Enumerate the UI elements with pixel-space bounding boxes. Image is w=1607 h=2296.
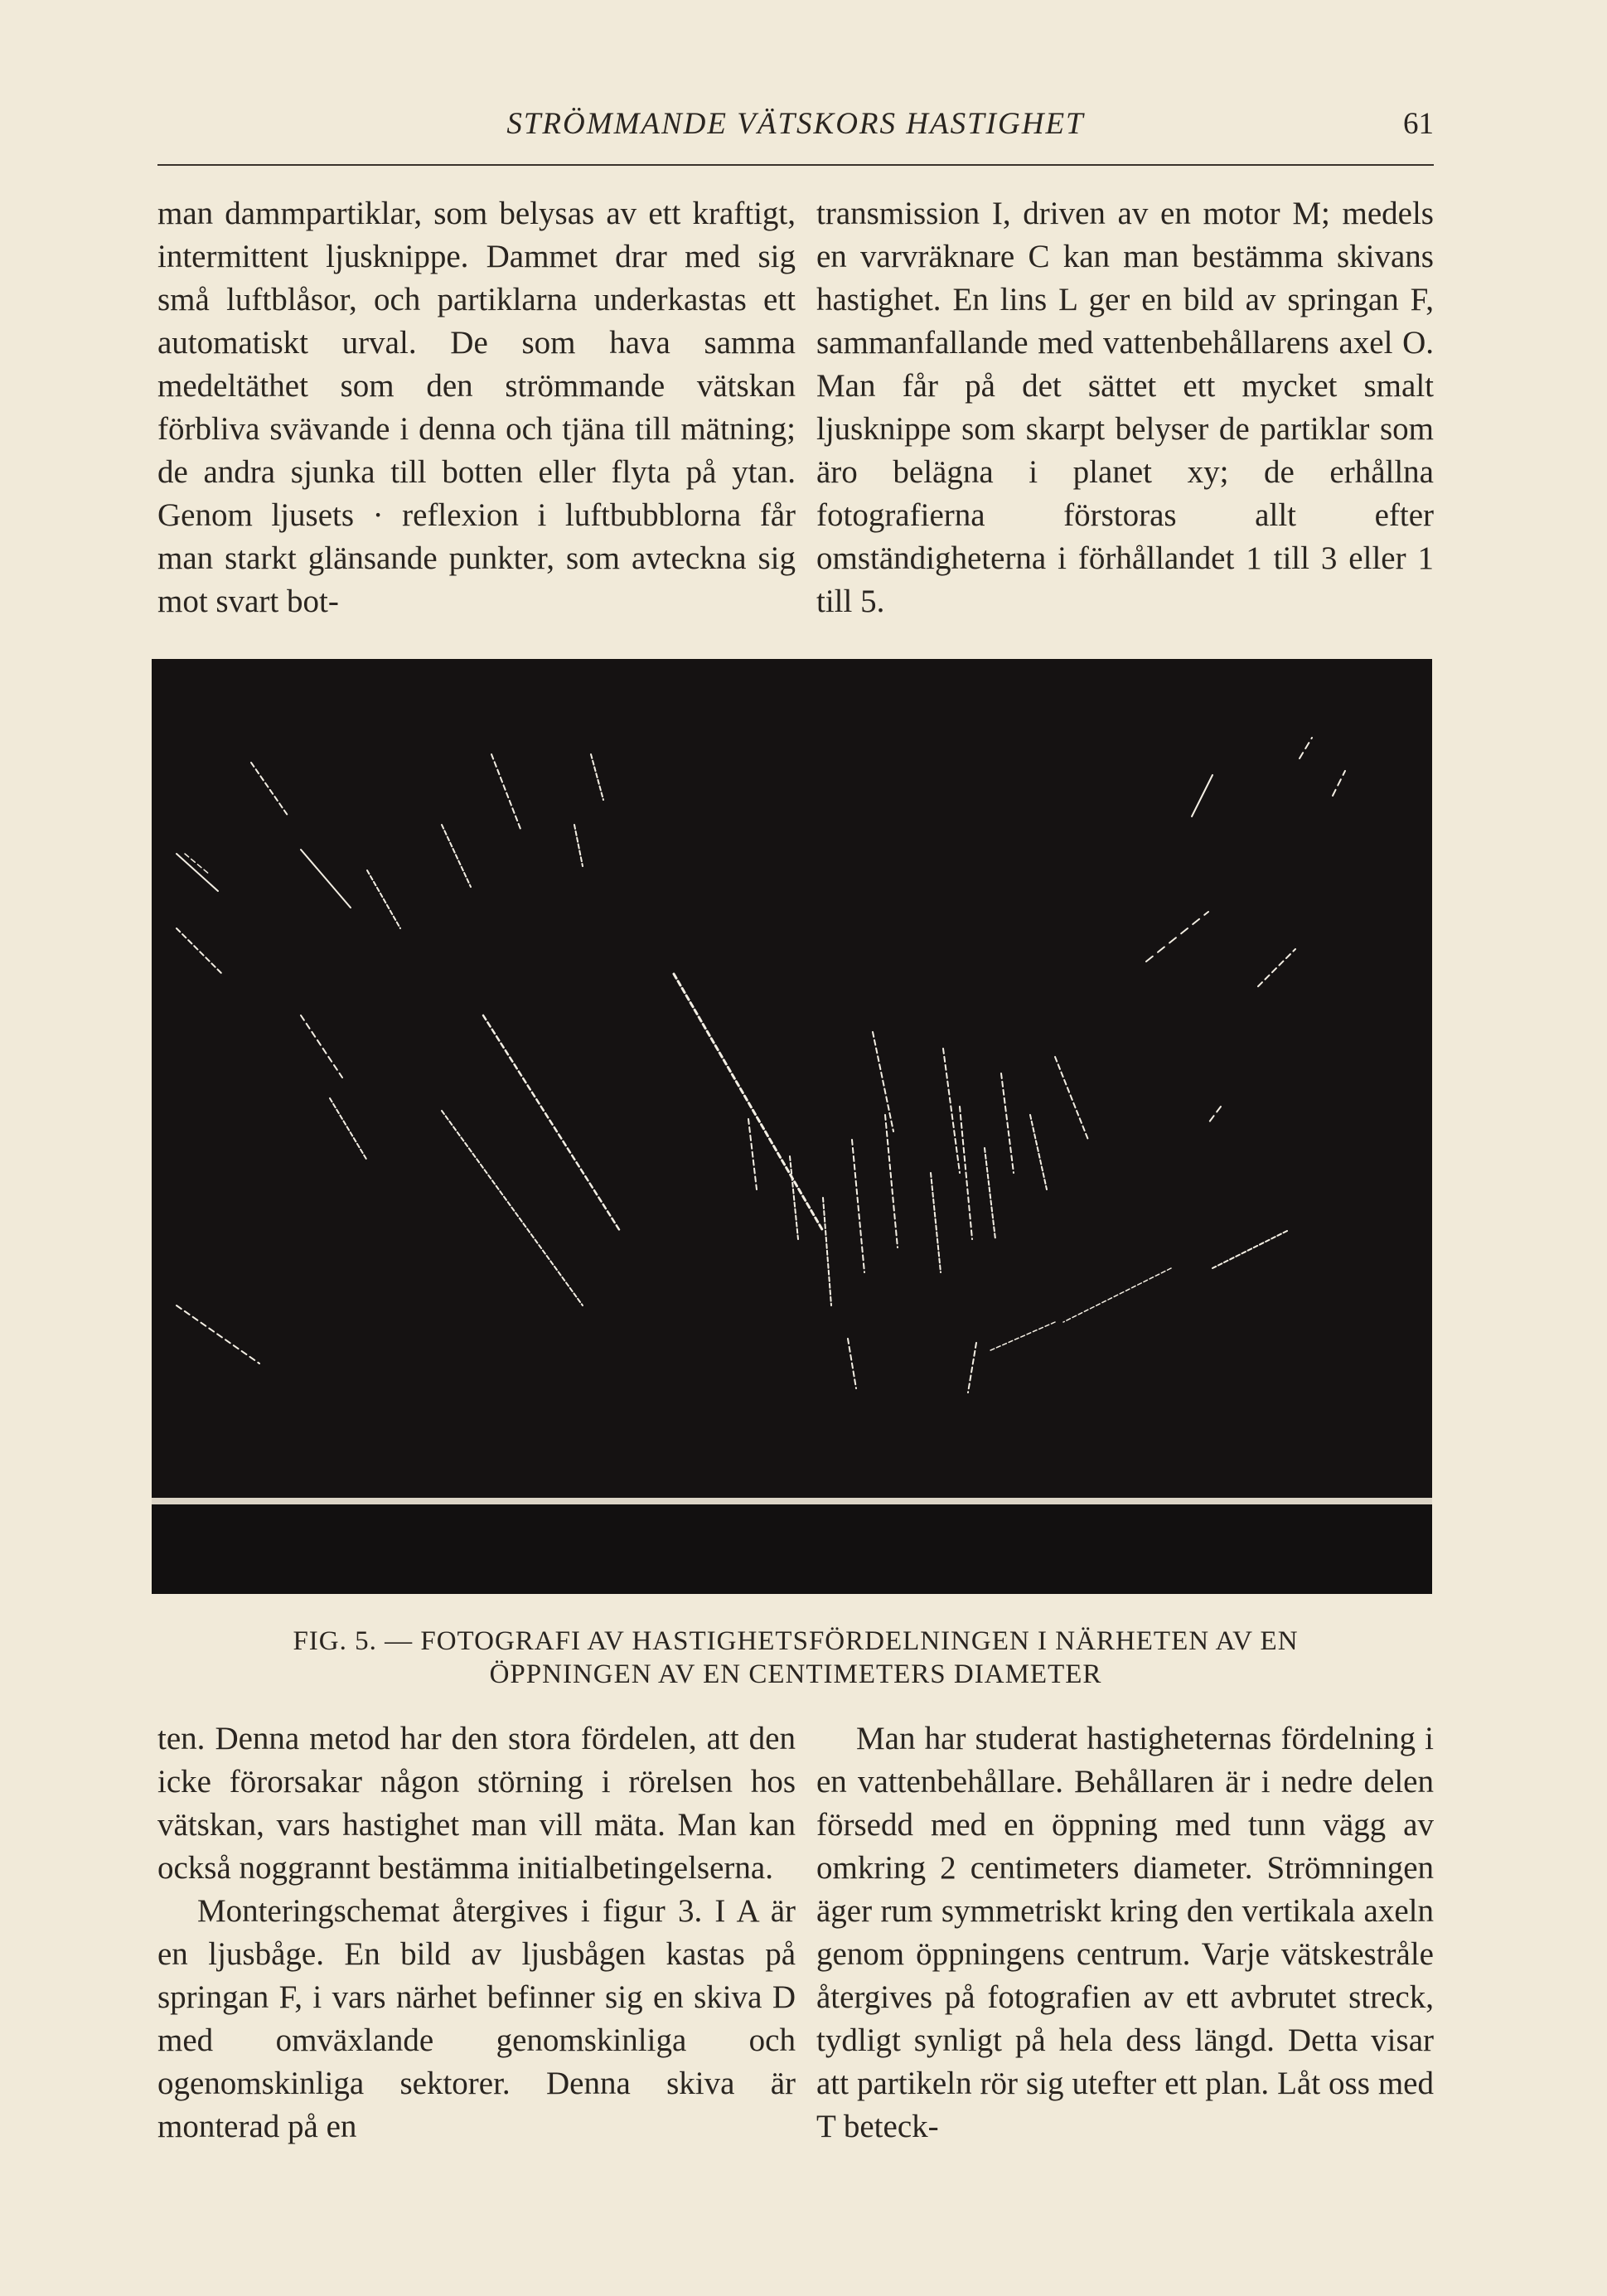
paragraph-bottom-right-1: Man har studerat hastigheternas fördelning i en vattenbehållare. Behållaren är i nedre delen försedd med en öppning med tunn vägg av omkring 2 centimeters diameter. Strömningen äger rum symmetriskt kring den vertikala axeln genom öppningens centrum. Varje vätskestråle återgives på fotografien av ett avbrutet streck, tydligt synligt på hela dess längd. Detta visar att partikeln rör sig utefter ett plan. Låt oss med T beteck- [816, 1721, 1434, 2144]
streak-photo [152, 659, 1432, 1594]
particle-streak [442, 1111, 583, 1305]
particle-streak [574, 825, 583, 866]
text-column-bottom-left [157, 1717, 796, 2148]
paragraph-top-right: transmission I, driven av en motor M; medels en varvräknare C kan man bestämma skivans hastighet. En lins L ger en bild av springan F, sammanfallande med vattenbehållarens axel O. Man får på det sättet ett mycket smalt ljusknippe som skarpt belyser de partiklar som äro belägna i planet xy; de erhållna fotografierna förstoras allt efter omständigheterna i förhållandet 1 till 3 eller 1 till 5. [816, 196, 1434, 619]
particle-streak [367, 870, 400, 928]
particle-streak [790, 1156, 798, 1239]
particle-streak [748, 1119, 757, 1189]
particle-streak [852, 1140, 864, 1272]
header-rule [157, 164, 1434, 166]
paragraph-top-left: man dammpartiklar, som belysas av ett kraftigt, intermittent ljusknippe. Dammet drar med sig små luftblåsor, och partiklarna underkastas ett automatiskt urval. De som hava samma medeltäthet som den strömmande vätskan förbliva svävande i denna och tjäna till mätning; de andra sjunka till botten eller flyta på ytan. Genom ljusets · reflexion i luftbubblorna får man starkt glänsande punkter, som avteckna sig mot svart bot- [157, 196, 796, 619]
figure-photograph [152, 659, 1432, 1594]
caption-line-2: ÖPPNINGEN AV EN CENTIMETERS DIAMETER [489, 1659, 1102, 1689]
particle-streak [442, 825, 471, 887]
text-column-top-left [157, 192, 796, 623]
running-head [157, 106, 1434, 156]
particle-streak [1063, 1268, 1171, 1322]
particle-streak [1192, 775, 1213, 816]
particle-streak [674, 974, 823, 1231]
particle-streak [985, 1148, 995, 1239]
particle-streak [251, 763, 288, 816]
running-head-title: STRÖMMANDE VÄTSKORS HASTIGHET [506, 107, 1085, 141]
particle-streak [301, 1015, 342, 1078]
particle-streak [968, 1343, 976, 1393]
particle-streak [1055, 1057, 1088, 1140]
particle-streak [885, 1115, 898, 1247]
bottom-wall [152, 1504, 1432, 1594]
text-column-bottom-right [816, 1717, 1434, 2148]
particle-streak [491, 754, 520, 829]
particle-streak [943, 1049, 960, 1173]
particle-streak [483, 1015, 620, 1231]
particle-streak [1001, 1073, 1014, 1173]
particle-streak [848, 1339, 856, 1388]
paragraph-bottom-left-1: ten. Denna metod har den stora fördelen, att den icke förorsakar någon störning i rörelsen hos vätskan, vars hastighet man vill mäta. Man kan också noggrannt bestämma initialbetingelserna. [157, 1721, 796, 1886]
figure-caption [157, 1625, 1434, 1691]
particle-streak [1258, 949, 1295, 986]
particle-streak [177, 928, 222, 974]
particle-streak [989, 1322, 1055, 1351]
particle-streak [873, 1032, 893, 1131]
particle-streak [1030, 1115, 1047, 1189]
particle-streak [1208, 1107, 1221, 1123]
particle-streak [1146, 912, 1208, 962]
light-band [152, 1498, 1432, 1504]
particle-streak [330, 1098, 367, 1160]
text-column-top-right [816, 192, 1434, 623]
particle-streak [931, 1173, 941, 1272]
particle-streaks [177, 738, 1345, 1393]
caption-line-1: FIG. 5. — FOTOGRAFI AV HASTIGHETSFÖRDELNINGEN I NÄRHETEN AV EN [293, 1626, 1299, 1656]
page-number: 61 [1403, 107, 1434, 141]
particle-streak [591, 754, 603, 800]
particle-streak [177, 1305, 259, 1364]
particle-streak [1333, 771, 1345, 796]
particle-streak [1213, 1231, 1287, 1268]
particle-streak [301, 850, 351, 908]
paragraph-bottom-left-2: Monteringschemat återgives i figur 3. I A är en ljusbåge. En bild av ljusbågen kastas på springan F, i vars närhet befinner sig en skiva D med omväxlande genomskinliga och ogenomskinliga sektorer. Denna skiva är monterad på en [157, 1893, 796, 2144]
particle-streak [177, 854, 218, 891]
particle-streak [960, 1107, 972, 1239]
particle-streak [823, 1198, 831, 1305]
particle-streak [1300, 738, 1312, 758]
